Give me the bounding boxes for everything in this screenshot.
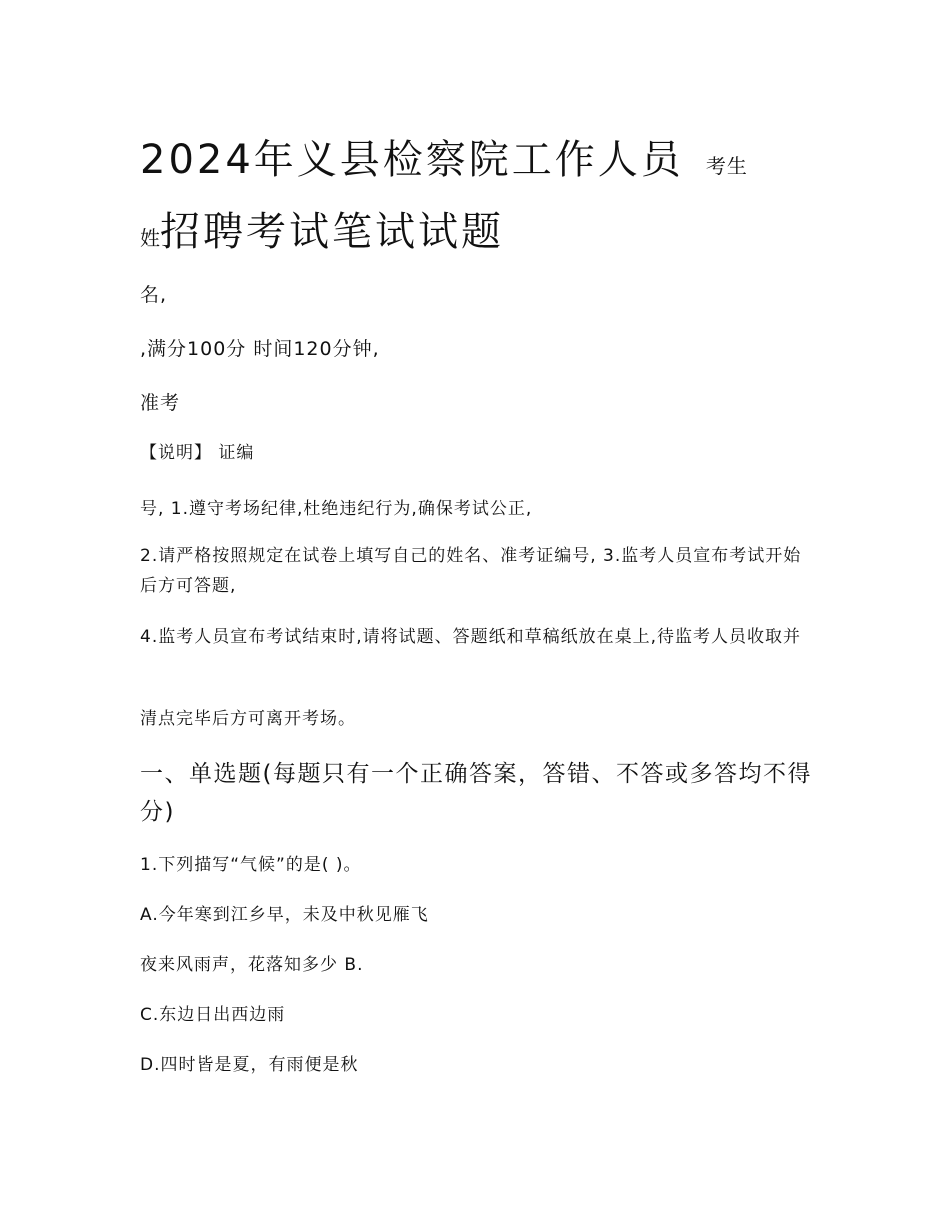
question-1-option-c: C.东边日出西边雨 (140, 1005, 286, 1025)
rule-2-3: 2.请严格按照规定在试卷上填写自己的姓名、准考证编号, 3.监考人员宣布考试开始后方可答题, (140, 546, 802, 596)
exam-title-part-1: 2024年义县检察院工作人员 (140, 137, 684, 183)
section-heading-single-choice: 一、单选题(每题只有一个正确答案，答错、不答或多答均不得分) (140, 761, 812, 825)
question-1-option-d: D.四时皆是夏，有雨便是秋 (140, 1055, 359, 1075)
title-line-1 (140, 128, 748, 185)
question-1-option-a: A.今年寒到江乡早，未及中秋见雁飞 (140, 905, 429, 925)
notes-label: 【说明】 证编 (140, 443, 255, 463)
admission-line: 准考 (140, 392, 181, 414)
rule-4: 4.监考人员宣布考试结束时,请将试题、答题纸和草稿纸放在桌上,待监考人员收取并 (140, 627, 802, 647)
name-label-part: 姓 (140, 226, 160, 250)
score-time-line: ,满分100分 时间120分钟, (140, 338, 380, 360)
notes-label-line (140, 438, 254, 463)
title-line-2 (140, 200, 504, 257)
name-line: 名, (140, 284, 168, 306)
candidate-label-part: 考生 (705, 154, 748, 178)
rule-4-end: 清点完毕后方可离开考场。 (140, 709, 356, 729)
exam-title-part-2: 招聘考试笔试试题 (160, 209, 504, 255)
question-1-option-b: 夜来风雨声，花落知多少 B. (140, 955, 364, 975)
rule-1: 号, 1.遵守考场纪律,杜绝违纪行为,确保考试公正, (140, 499, 533, 519)
question-1-stem: 1.下列描写“气候”的是( )。 (140, 855, 362, 875)
